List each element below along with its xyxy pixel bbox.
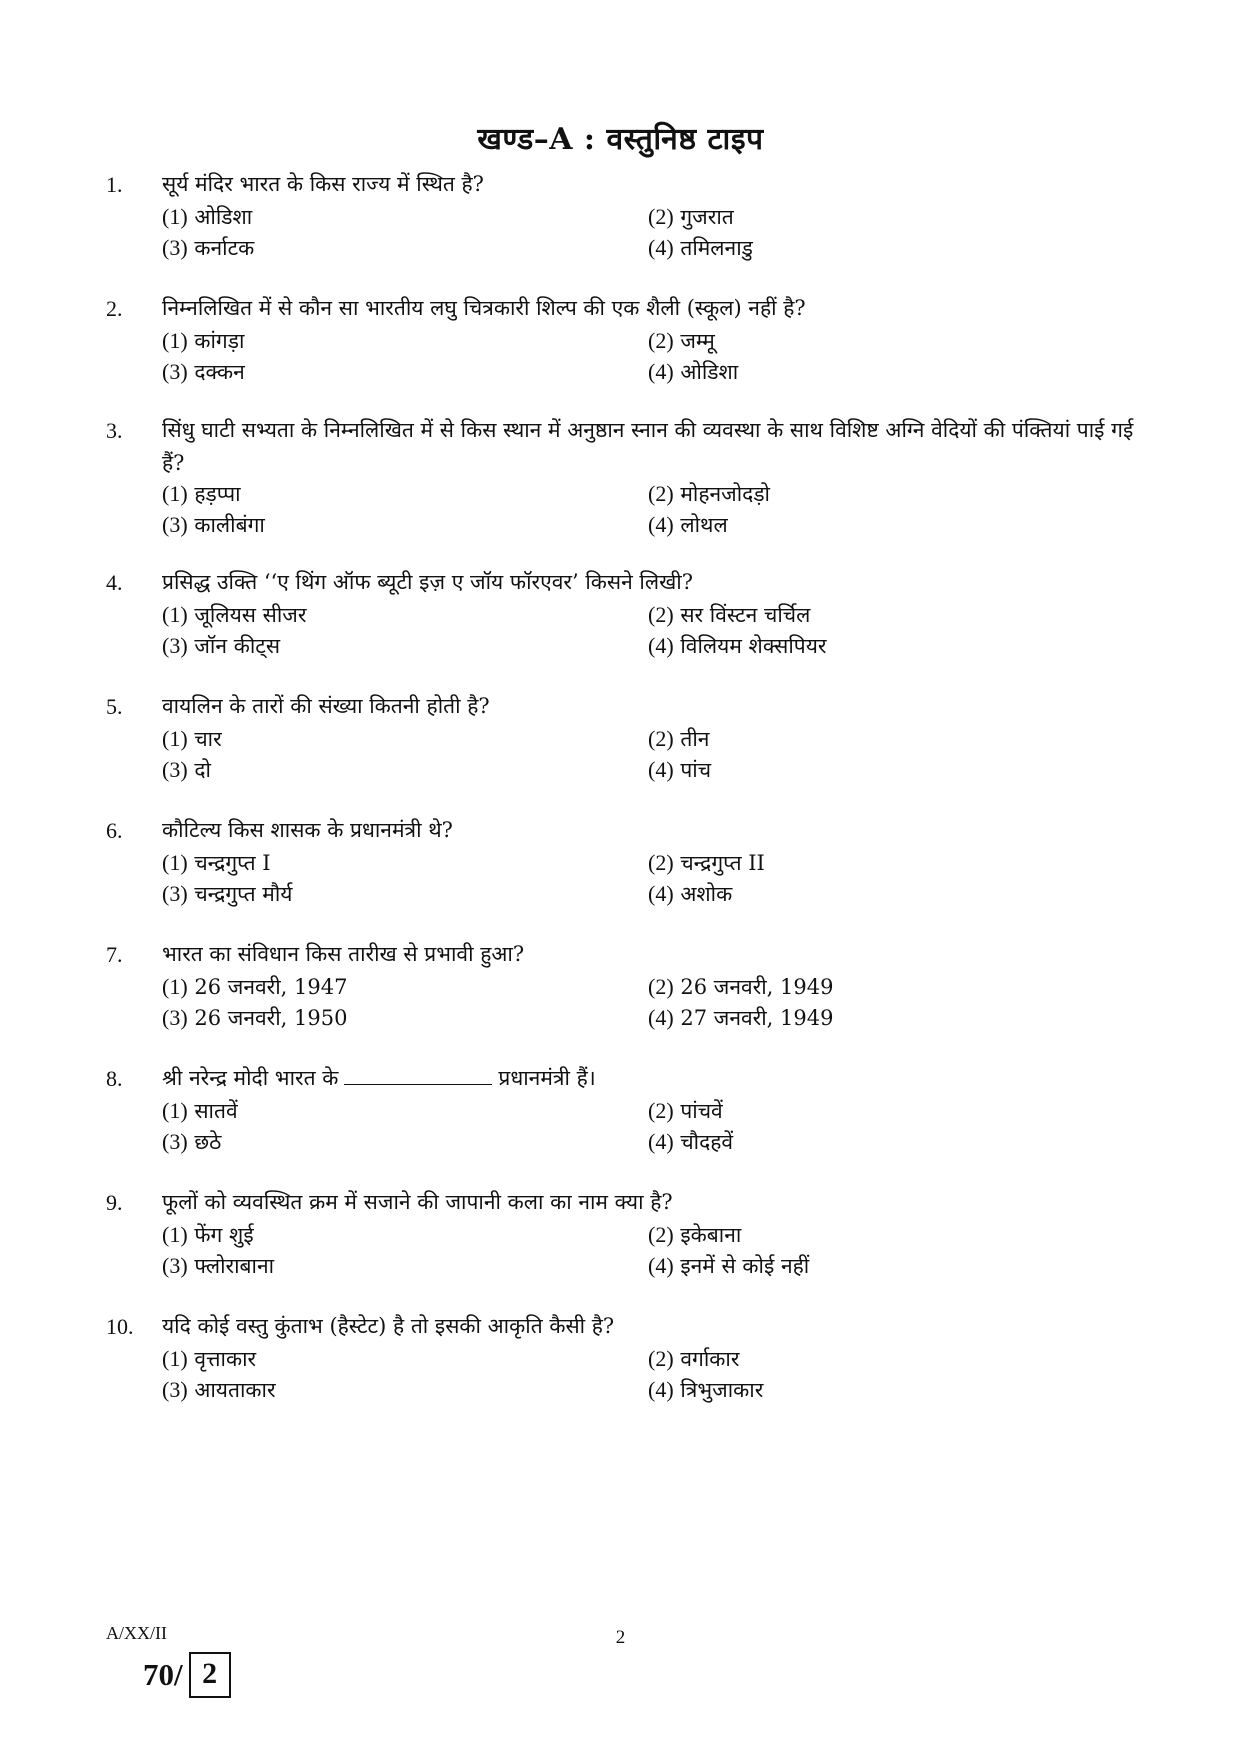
option-2 xyxy=(648,1342,739,1376)
option-text: चन्द्रगुप्त I xyxy=(194,851,271,875)
option-1 xyxy=(162,477,241,511)
fill-in-blank xyxy=(344,1062,492,1085)
option-number: (4) xyxy=(648,757,674,782)
option-text: आयताकार xyxy=(194,1378,276,1402)
option-number: (1) xyxy=(162,1346,188,1371)
option-4 xyxy=(648,231,753,265)
question-text: फूलों को व्यवस्थित क्रम में सजाने की जापानी कला का नाम क्या है? xyxy=(162,1190,673,1214)
option-number: (4) xyxy=(648,359,674,384)
option-number: (1) xyxy=(162,1098,188,1123)
option-1 xyxy=(162,846,271,880)
option-text: विलियम शेक्सपियर xyxy=(680,634,827,658)
option-text: फ्लोराबाना xyxy=(194,1254,275,1278)
option-text: दक्कन xyxy=(194,360,245,384)
question-number: 5. xyxy=(106,694,123,719)
option-number: (1) xyxy=(162,602,188,627)
option-1 xyxy=(162,722,222,756)
option-2 xyxy=(648,846,765,880)
option-text: इकेबाना xyxy=(680,1223,742,1247)
option-text: तमिलनाडु xyxy=(680,236,753,260)
option-4 xyxy=(648,753,711,787)
option-4 xyxy=(648,1373,763,1407)
option-number: (4) xyxy=(648,235,674,260)
option-text: 26 जनवरी, 1950 xyxy=(194,1006,348,1030)
question-number: 10. xyxy=(106,1314,134,1339)
option-text: अशोक xyxy=(680,882,733,906)
question-text: निम्नलिखित में से कौन सा भारतीय लघु चित्रकारी शिल्प की एक शैली (स्कूल) नहीं है? xyxy=(162,296,806,320)
option-number: (4) xyxy=(648,633,674,658)
option-text: चन्द्रगुप्त II xyxy=(680,851,765,875)
option-number: (1) xyxy=(162,974,188,999)
question-text-part: श्री नरेन्द्र मोदी भारत के xyxy=(162,1066,339,1090)
option-1 xyxy=(162,1342,256,1376)
option-number: (1) xyxy=(162,726,188,751)
question-text: कौटिल्य किस शासक के प्रधानमंत्री थे? xyxy=(162,818,453,842)
option-number: (1) xyxy=(162,1222,188,1247)
option-text: त्रिभुजाकार xyxy=(680,1378,764,1402)
option-3 xyxy=(162,877,292,911)
option-4 xyxy=(648,1001,833,1035)
option-3 xyxy=(162,629,280,663)
option-text: इनमें से कोई नहीं xyxy=(680,1254,810,1278)
option-3 xyxy=(162,1249,274,1283)
question-number: 6. xyxy=(106,818,123,843)
option-text: जम्मू xyxy=(680,329,715,353)
page-number: 2 xyxy=(615,1627,626,1648)
option-text: दो xyxy=(194,758,211,782)
option-number: (1) xyxy=(162,204,188,229)
option-4 xyxy=(648,629,826,663)
option-number: (2) xyxy=(648,726,674,751)
option-1 xyxy=(162,324,244,358)
option-text: कर्नाटक xyxy=(194,236,255,260)
option-3 xyxy=(162,753,211,787)
section-title: खण्ड–A : वस्तुनिष्ठ टाइप xyxy=(477,122,764,157)
option-number: (2) xyxy=(648,1222,674,1247)
option-number: (2) xyxy=(648,481,674,506)
option-number: (1) xyxy=(162,850,188,875)
option-3 xyxy=(162,1125,221,1159)
option-3 xyxy=(162,231,254,265)
option-4 xyxy=(648,877,732,911)
option-text: तीन xyxy=(680,727,710,751)
option-2 xyxy=(648,598,810,632)
option-4 xyxy=(648,355,738,389)
question-text: प्रसिद्ध उक्ति ‘‘ए थिंग ऑफ ब्यूटी इज़ ए जॉय फॉरएवर’ किसने लिखी? xyxy=(162,570,693,594)
option-2 xyxy=(648,1218,741,1252)
option-2 xyxy=(648,200,734,234)
option-number: (4) xyxy=(648,1253,674,1278)
option-number: (4) xyxy=(648,512,674,537)
option-2 xyxy=(648,722,709,756)
option-1 xyxy=(162,1218,254,1252)
option-number: (2) xyxy=(648,1098,674,1123)
question-number: 4. xyxy=(106,570,123,595)
option-text: सातवें xyxy=(194,1099,238,1123)
question-text: सिंधु घाटी सभ्यता के निम्नलिखित में से किस स्थान में अनुष्ठान स्नान की व्यवस्था के साथ विशिष्ट अग्नि वेदियों की पंक्तियां पाई गई हैं? xyxy=(162,418,1134,475)
option-number: (2) xyxy=(648,850,674,875)
option-text: वर्गाकार xyxy=(680,1347,740,1371)
option-text: कांगड़ा xyxy=(194,329,245,353)
question-text: यदि कोई वस्तु कुंताभ (हैस्टेट) है तो इसकी आकृति कैसी है? xyxy=(162,1314,615,1338)
option-text: वृत्ताकार xyxy=(194,1347,257,1371)
option-number: (3) xyxy=(162,512,188,537)
option-number: (2) xyxy=(648,1346,674,1371)
option-text: जॉन कीट्स xyxy=(194,634,281,658)
question-text-part: प्रधानमंत्री हैं। xyxy=(498,1066,596,1090)
option-number: (3) xyxy=(162,1253,188,1278)
option-number: (2) xyxy=(648,602,674,627)
question-number: 2. xyxy=(106,296,123,321)
option-text: 27 जनवरी, 1949 xyxy=(680,1006,834,1030)
option-1 xyxy=(162,970,347,1004)
paper-ref xyxy=(143,1652,231,1698)
option-text: चौदहवें xyxy=(680,1130,734,1154)
option-text: 26 जनवरी, 1947 xyxy=(194,975,348,999)
question-text: सूर्य मंदिर भारत के किस राज्य में स्थित है? xyxy=(162,172,484,196)
paper-ref-box: 2 xyxy=(189,1652,231,1698)
option-text: ओडिशा xyxy=(680,360,739,384)
option-number: (3) xyxy=(162,359,188,384)
option-text: सर विंस्टन चर्चिल xyxy=(680,603,811,627)
option-number: (4) xyxy=(648,1129,674,1154)
question-number: 9. xyxy=(106,1190,123,1215)
option-number: (2) xyxy=(648,204,674,229)
option-number: (3) xyxy=(162,1005,188,1030)
question-number: 3. xyxy=(106,418,123,443)
option-number: (4) xyxy=(648,1377,674,1402)
option-text: जूलियस सीजर xyxy=(194,603,307,627)
question-text xyxy=(162,1062,1152,1095)
option-number: (1) xyxy=(162,328,188,353)
option-number: (4) xyxy=(648,881,674,906)
option-number: (2) xyxy=(648,328,674,353)
option-number: (3) xyxy=(162,881,188,906)
option-4 xyxy=(648,1125,733,1159)
option-text: छठे xyxy=(194,1130,222,1154)
option-text: हड़प्पा xyxy=(194,482,241,506)
question-text: वायलिन के तारों की संख्या कितनी होती है? xyxy=(162,694,490,718)
option-1 xyxy=(162,200,252,234)
option-number: (1) xyxy=(162,481,188,506)
option-text: पांचवें xyxy=(680,1099,723,1123)
option-4 xyxy=(648,1249,809,1283)
option-text: चार xyxy=(194,727,222,751)
option-number: (2) xyxy=(648,974,674,999)
option-text: चन्द्रगुप्त मौर्य xyxy=(194,882,293,906)
option-3 xyxy=(162,355,245,389)
option-1 xyxy=(162,1094,238,1128)
option-3 xyxy=(162,508,265,542)
option-number: (3) xyxy=(162,1129,188,1154)
option-number: (3) xyxy=(162,633,188,658)
question-number: 1. xyxy=(106,172,123,197)
option-2 xyxy=(648,970,833,1004)
option-number: (3) xyxy=(162,1377,188,1402)
option-2 xyxy=(648,324,715,358)
option-text: ओडिशा xyxy=(194,205,253,229)
option-number: (3) xyxy=(162,235,188,260)
option-text: गुजरात xyxy=(680,205,734,229)
option-number: (4) xyxy=(648,1005,674,1030)
option-4 xyxy=(648,508,728,542)
option-1 xyxy=(162,598,306,632)
question-number: 7. xyxy=(106,942,123,967)
option-number: (3) xyxy=(162,757,188,782)
option-3 xyxy=(162,1001,347,1035)
question-number: 8. xyxy=(106,1066,123,1091)
option-3 xyxy=(162,1373,276,1407)
option-2 xyxy=(648,477,770,511)
option-text: कालीबंगा xyxy=(194,513,265,537)
option-2 xyxy=(648,1094,723,1128)
option-text: 26 जनवरी, 1949 xyxy=(680,975,834,999)
option-text: पांच xyxy=(680,758,712,782)
paper-code: A/XX/II xyxy=(106,1623,167,1643)
question-text: भारत का संविधान किस तारीख से प्रभावी हुआ? xyxy=(162,942,525,966)
paper-ref-prefix: 70/ xyxy=(143,1657,183,1692)
option-text: फेंग शुई xyxy=(194,1223,254,1247)
option-text: लोथल xyxy=(680,513,728,537)
option-text: मोहनजोदड़ो xyxy=(680,482,770,506)
